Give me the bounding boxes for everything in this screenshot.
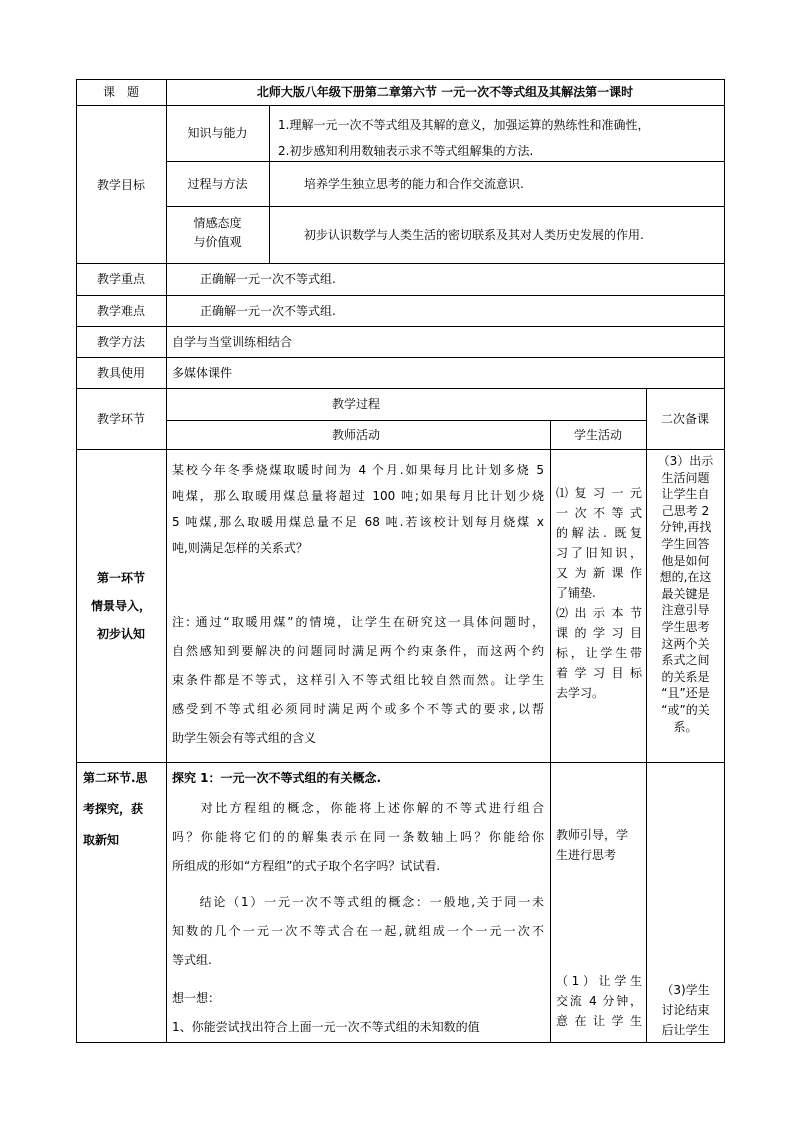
explore-line: 对比方程组的概念，你能将上述你解的不等式进行组合: [172, 801, 544, 815]
revision-line: 的关系是: [661, 669, 710, 684]
row-divider: [166, 206, 725, 207]
stage1-label-line: 初步认知: [96, 627, 145, 641]
revision-line: 让学生自: [661, 487, 710, 502]
revision-line: 最关键是: [661, 586, 710, 601]
conclusion-text: [172, 888, 544, 975]
stage2-label-line: 第二环节.思: [83, 771, 148, 785]
stage1-label: [76, 564, 166, 648]
table-border-right: [724, 79, 725, 1043]
note-line: 束条件都是不等式，这样引入不等式组比较自然而然。让学生: [172, 673, 544, 687]
student-line: 习了旧知识，: [556, 546, 642, 560]
row-divider: [76, 263, 725, 264]
revision-line: 这两个关: [661, 636, 710, 651]
explore-text: [172, 794, 544, 881]
revision-line: 己思考 2: [661, 503, 710, 518]
note-line: 自然感知到要解决的问题同时满足两个约束条件，而这两个约: [172, 644, 544, 658]
revision-line: 生活问题: [661, 470, 710, 485]
revision-line: 系。: [673, 719, 698, 734]
teacher-activity-header: 教师活动: [331, 428, 380, 442]
explore-title: 探究 1：一元一次不等式组的有关概念.: [172, 771, 382, 785]
problem-line: 5 吨煤,那么取暖用煤总量不足 68 吨.若该校计划每月烧煤 x: [172, 515, 544, 529]
process-column-header: 教学过程: [331, 397, 380, 411]
stage2-label-line: 取新知: [83, 833, 120, 847]
lesson-title: 北师大版八年级下册第二章第六节 一元一次不等式组及其解法第一课时: [256, 85, 634, 99]
revision-line: 想的,在这: [659, 570, 712, 585]
revision-line: 注意引导: [661, 603, 710, 618]
row-divider: [76, 295, 725, 296]
key-point-label: 教学重点: [96, 272, 145, 286]
method-text: 自学与当堂训练相结合: [172, 335, 293, 349]
student-line: ⑴复习一元: [556, 486, 642, 500]
knowledge-line: 2.初步感知利用数轴表示求不等式组解集的方法.: [278, 144, 534, 158]
column-divider: [550, 420, 551, 1042]
table-border-left: [76, 79, 77, 1043]
stage2-student-guide: [556, 825, 628, 865]
problem-line: 吨煤，那么取暖用煤总量将超过 100 吨;如果每月比计划少烧: [172, 489, 544, 503]
note-line: 感受到不等式组必须同时满足两个或多个不等式的要求,以帮: [172, 702, 544, 716]
revision-line: 学生思考: [661, 619, 710, 634]
revision-line: 学生回答: [661, 536, 710, 551]
stage1-problem: [172, 457, 544, 561]
revision-line: 讨论结束: [661, 1003, 710, 1017]
tools-label: 教具使用: [96, 366, 145, 380]
row-divider: [76, 357, 725, 358]
student-line: 了铺垫.: [556, 586, 596, 600]
student-line: （1）让学生: [556, 974, 642, 988]
conclusion-line: 等式组.: [172, 953, 212, 967]
student-line: 又为新课作: [556, 566, 642, 580]
stage1-note: [172, 608, 544, 753]
note-line: 注: 通过“取暖用煤”的情境，让学生在研究这一具体问题时，: [172, 615, 544, 629]
tools-text: 多媒体课件: [172, 366, 233, 380]
difficulty-label: 教学难点: [96, 304, 145, 318]
topic-label: 课 题: [102, 85, 139, 99]
revision-line: 他是如何: [661, 553, 710, 568]
student-line: 意在让学生: [556, 1014, 642, 1028]
row-divider: [166, 420, 646, 421]
revision-column-header: 二次备课: [660, 412, 709, 426]
attitude-values-label: [166, 214, 269, 252]
conclusion-line: 知数的几个一元一次不等式合在一起,就组成一个一元一次不: [172, 924, 544, 938]
revision-line: （3）出示: [657, 454, 714, 468]
explore-line: 吗？你能将它们的的解集表示在同一条数轴上吗？你能给你: [172, 830, 544, 844]
stage2-revision: [647, 980, 724, 1040]
method-label: 教学方法: [96, 335, 145, 349]
row-divider: [76, 326, 725, 327]
conclusion-line: 结论（1）一元一次不等式组的概念：一般地,关于同一未: [172, 895, 544, 909]
stage2-label-line: 考探究，获: [83, 802, 144, 816]
student-line: 着学习目标: [556, 666, 642, 680]
student-line: 一次不等式: [556, 506, 642, 520]
student-line: 的解法. 既复: [556, 526, 642, 540]
difficulty-text: 正确解一元一次不等式组.: [200, 304, 336, 318]
knowledge-ability-content: [278, 112, 649, 164]
problem-line: 某校今年冬季烧煤取暖时间为 4 个月.如果每月比计划多烧 5: [172, 463, 544, 477]
revision-line: 后让学生: [661, 1023, 710, 1037]
explore-line: 所组成的形如“方程组”的式子取个名字吗？试试看.: [172, 859, 441, 873]
row-divider: [76, 388, 725, 389]
knowledge-ability-label: 知识与能力: [187, 126, 248, 140]
column-divider: [269, 105, 270, 263]
knowledge-line: 1.理解一元一次不等式组及其解的意义，加强运算的熟练性和准确性，: [278, 118, 650, 132]
attitude-values-text: 初步认识数学与人类生活的密切联系及其对人类历史发展的作用.: [304, 228, 644, 242]
student-line: 交流 4 分钟，: [556, 994, 642, 1008]
student-activity-header: 学生活动: [573, 428, 622, 442]
stage1-student-activity: [556, 483, 642, 703]
student-line: 标，让学生带: [556, 646, 642, 660]
think-title: 想一想：: [172, 991, 221, 1005]
objectives-label: 教学目标: [96, 178, 145, 192]
row-divider: [76, 762, 725, 763]
revision-line: （3)学生: [661, 983, 710, 997]
student-line: 课的学习目: [556, 626, 642, 640]
student-line: 生进行思考: [556, 848, 617, 862]
note-line: 助学生领会有等式组的含义: [172, 731, 317, 745]
think-question: 1、你能尝试找出符合上面一元一次不等式组的未知数的值: [172, 1020, 480, 1034]
revision-line: “或”的关: [661, 702, 710, 717]
attitude-label-line: 与价值观: [193, 235, 242, 249]
key-point-text: 正确解一元一次不等式组.: [200, 272, 336, 286]
stage1-revision: [647, 453, 724, 735]
student-line: ⑵出示本节: [556, 606, 642, 620]
process-method-label: 过程与方法: [187, 177, 248, 191]
table-border-top: [76, 79, 725, 80]
row-divider: [76, 105, 725, 106]
student-line: 去学习。: [556, 686, 605, 700]
student-line: 教师引导，学: [556, 828, 629, 842]
stage-column-header: 教学环节: [96, 412, 145, 426]
revision-line: 分钟,再找: [659, 520, 712, 535]
stage1-label-line: 第一环节: [96, 571, 145, 585]
process-method-text: 培养学生独立思考的能力和合作交流意识.: [304, 177, 524, 191]
revision-line: 系式之间: [661, 653, 710, 668]
attitude-label-line: 情感态度: [193, 216, 242, 230]
stage2-student-exchange: [556, 971, 642, 1031]
table-border-bottom: [76, 1042, 725, 1043]
revision-line: “且”还是: [661, 686, 710, 701]
row-divider: [76, 449, 725, 450]
problem-line: 吨,则满足怎样的关系式？: [172, 541, 308, 555]
stage1-label-line: 情景导入，: [90, 599, 151, 613]
stage2-label: [83, 763, 148, 856]
